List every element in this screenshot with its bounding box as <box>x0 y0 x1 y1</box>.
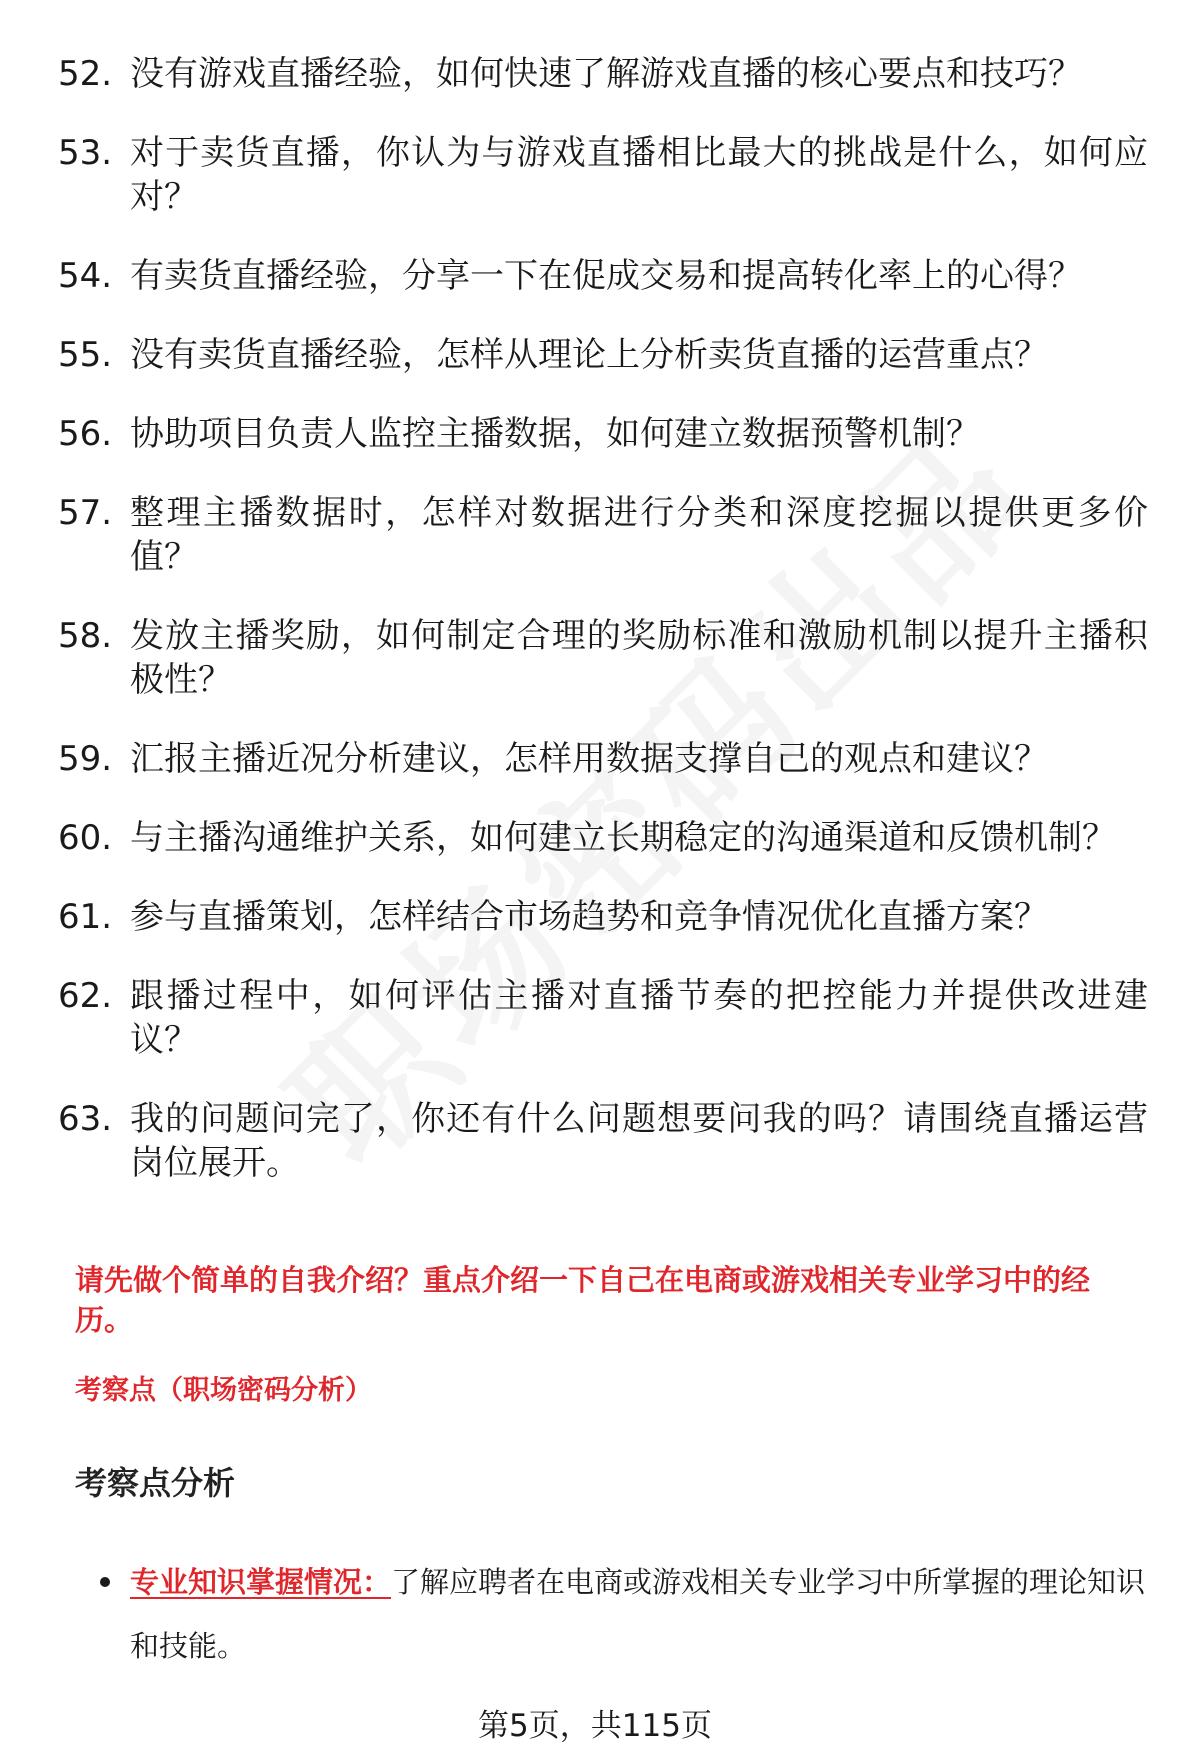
question-item <box>58 491 1148 579</box>
question-number: 60. <box>58 818 113 858</box>
question-item <box>58 131 1148 219</box>
question-text: 有卖货直播经验，分享一下在促成交易和提高转化率上的心得？ <box>130 256 1082 296</box>
question-list <box>58 52 1148 1220</box>
question-text: 跟播过程中，如何评估主播对直播节奏的把控能力并提供改进建议？ <box>130 976 1148 1060</box>
question-number: 52. <box>58 54 113 94</box>
exam-point-label: 考察点（职场密码分析） <box>75 1375 372 1406</box>
question-item <box>58 816 1148 860</box>
bullet-text: 了解应聘者在电商或游戏相关专业学习中所掌握的理论知识和技能。 <box>130 1565 1146 1663</box>
question-item <box>58 895 1148 939</box>
bullet-dot-icon <box>100 1577 110 1587</box>
question-item <box>58 254 1148 298</box>
question-text: 与主播沟通维护关系，如何建立长期稳定的沟通渠道和反馈机制？ <box>130 818 1116 858</box>
question-number: 58. <box>58 616 113 656</box>
question-text: 没有游戏直播经验，如何快速了解游戏直播的核心要点和技巧？ <box>130 54 1082 94</box>
question-text: 我的问题问完了，你还有什么问题想要问我的吗？请围绕直播运营岗位展开。 <box>130 1099 1148 1183</box>
question-number: 59. <box>58 739 113 779</box>
question-item <box>58 614 1148 702</box>
question-number: 53. <box>58 133 113 173</box>
question-number: 57. <box>58 493 113 533</box>
analysis-bullet-item <box>100 1550 1160 1678</box>
bullet-key: 专业知识掌握情况： <box>130 1565 392 1599</box>
question-text: 参与直播策划，怎样结合市场趋势和竞争情况优化直播方案？ <box>130 897 1048 937</box>
question-text: 协助项目负责人监控主播数据，如何建立数据预警机制？ <box>130 414 980 454</box>
analysis-bullet-list <box>100 1550 1160 1678</box>
question-number: 55. <box>58 335 113 375</box>
question-number: 61. <box>58 897 113 937</box>
question-number: 56. <box>58 414 113 454</box>
question-text: 没有卖货直播经验，怎样从理论上分析卖货直播的运营重点？ <box>130 335 1048 375</box>
question-number: 54. <box>58 256 113 296</box>
question-item <box>58 412 1148 456</box>
page-number-footer: 第5页，共115页 <box>478 1708 712 1744</box>
question-text: 汇报主播近况分析建议，怎样用数据支撑自己的观点和建议？ <box>130 739 1048 779</box>
analysis-heading: 考察点分析 <box>75 1464 236 1502</box>
question-item <box>58 1097 1148 1185</box>
question-item <box>58 52 1148 96</box>
highlight-question: 请先做个简单的自我介绍？重点介绍一下自己在电商或游戏相关专业学习中的经历。 <box>75 1263 1091 1337</box>
question-number: 63. <box>58 1099 113 1139</box>
question-item <box>58 974 1148 1062</box>
question-item <box>58 737 1148 781</box>
question-text: 对于卖货直播，你认为与游戏直播相比最大的挑战是什么，如何应对？ <box>130 133 1148 217</box>
question-text: 发放主播奖励，如何制定合理的奖励标准和激励机制以提升主播积极性？ <box>130 616 1148 700</box>
question-number: 62. <box>58 976 113 1016</box>
question-text: 整理主播数据时，怎样对数据进行分类和深度挖掘以提供更多价值？ <box>130 493 1148 577</box>
question-item <box>58 333 1148 377</box>
